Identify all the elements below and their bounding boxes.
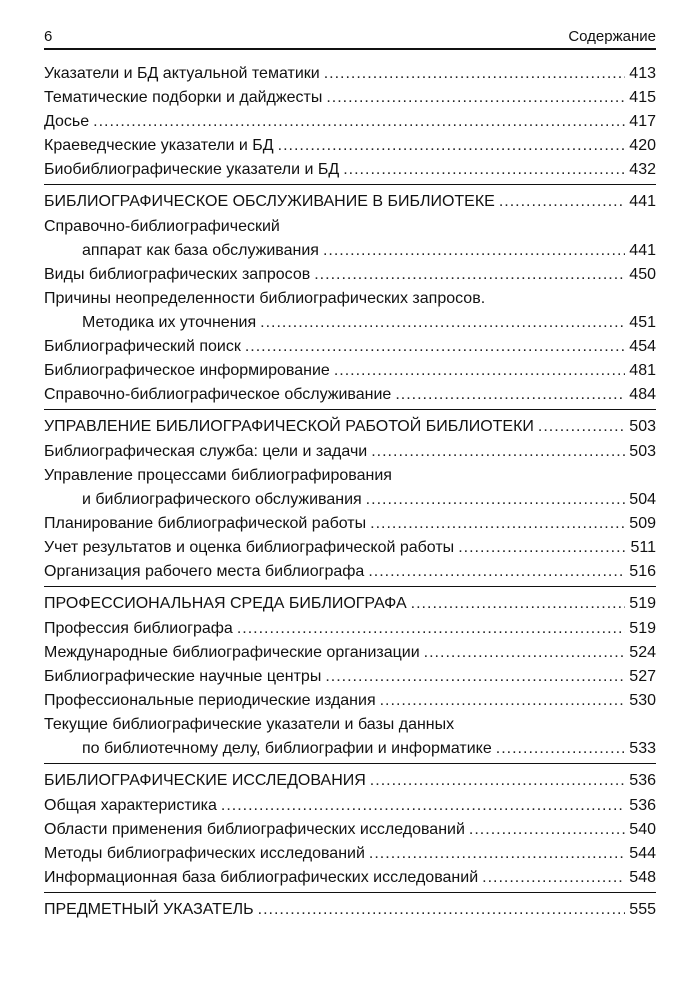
toc-entry[interactable] bbox=[44, 440, 656, 464]
leader-dots bbox=[369, 842, 625, 866]
leader-dots bbox=[334, 359, 625, 383]
toc-entry[interactable] bbox=[44, 110, 656, 134]
page-ref: 481 bbox=[629, 362, 656, 379]
entry-title: Библиографическое информирование bbox=[44, 362, 330, 379]
toc-entry[interactable] bbox=[44, 560, 656, 584]
toc-entry[interactable] bbox=[44, 86, 656, 110]
entry-title: Биобиблиографические указатели и БД bbox=[44, 161, 340, 178]
toc-entry[interactable] bbox=[44, 62, 656, 86]
toc-entry[interactable] bbox=[44, 536, 656, 560]
toc-entry[interactable] bbox=[44, 383, 656, 407]
toc-entry[interactable] bbox=[44, 689, 656, 713]
toc-entry[interactable] bbox=[44, 641, 656, 665]
page-ref: 519 bbox=[629, 620, 656, 637]
toc-chapter[interactable] bbox=[44, 189, 656, 215]
toc-entry[interactable] bbox=[44, 512, 656, 536]
entry-title: Справочно-библиографическое обслуживание bbox=[44, 386, 392, 403]
section-separator bbox=[44, 409, 656, 410]
entry-title: Информационная база библиографических исследований bbox=[44, 869, 479, 886]
leader-dots bbox=[482, 866, 625, 890]
leader-dots bbox=[371, 440, 625, 464]
leader-dots bbox=[326, 86, 625, 110]
entry-title: Международные библиографические организации bbox=[44, 644, 420, 661]
page-ref: 524 bbox=[629, 644, 656, 661]
leader-dots bbox=[324, 62, 626, 86]
page-ref: 536 bbox=[629, 797, 656, 814]
leader-dots bbox=[221, 794, 625, 818]
leader-dots bbox=[499, 189, 625, 215]
chapter-title: БИБЛИОГРАФИЧЕСКОЕ ОБСЛУЖИВАНИЕ В БИБЛИОТЕКЕ bbox=[44, 193, 495, 210]
leader-dots bbox=[245, 335, 625, 359]
page-ref: 417 bbox=[629, 113, 656, 130]
leader-dots bbox=[323, 239, 625, 263]
entry-title: Учет результатов и оценка библиографической работы bbox=[44, 539, 455, 556]
toc-entry[interactable] bbox=[44, 464, 656, 512]
section-separator bbox=[44, 184, 656, 185]
toc-entry[interactable] bbox=[44, 842, 656, 866]
page-ref: 504 bbox=[629, 491, 656, 508]
entry-title: Методы библиографических исследований bbox=[44, 845, 365, 862]
page-ref: 540 bbox=[629, 821, 656, 838]
entry-title: Досье bbox=[44, 113, 90, 130]
entry-title: Библиографический поиск bbox=[44, 338, 241, 355]
entry-title: по библиотечному делу, библиографии и информатике bbox=[82, 740, 492, 757]
entry-title: Организация рабочего места библиографа bbox=[44, 563, 365, 580]
page-ref: 509 bbox=[629, 515, 656, 532]
page-ref: 415 bbox=[629, 89, 656, 106]
toc-entry[interactable] bbox=[44, 215, 656, 263]
leader-dots bbox=[411, 591, 626, 617]
entry-title: Профессия библиографа bbox=[44, 620, 233, 637]
toc-chapter[interactable] bbox=[44, 591, 656, 617]
page-ref: 451 bbox=[629, 314, 656, 331]
leader-dots bbox=[260, 311, 625, 335]
toc-entry[interactable] bbox=[44, 287, 656, 335]
leader-dots bbox=[93, 110, 625, 134]
entry-title: Тематические подборки и дайджесты bbox=[44, 89, 323, 106]
entry-title: Области применения библиографических исследований bbox=[44, 821, 465, 838]
leader-dots bbox=[380, 689, 626, 713]
entry-title: Методика их уточнения bbox=[82, 314, 257, 331]
running-title: Содержание bbox=[568, 28, 656, 45]
entry-title-first-line: Управление процессами библиографирования bbox=[44, 467, 392, 484]
page-ref: 536 bbox=[629, 772, 656, 789]
entry-title: Планирование библиографической работы bbox=[44, 515, 367, 532]
entry-title: и библиографического обслуживания bbox=[82, 491, 362, 508]
leader-dots bbox=[278, 134, 626, 158]
page-number: 6 bbox=[44, 28, 53, 45]
leader-dots bbox=[366, 488, 626, 512]
chapter-title: ПРЕДМЕТНЫЙ УКАЗАТЕЛЬ bbox=[44, 901, 254, 918]
page-ref: 454 bbox=[629, 338, 656, 355]
page-ref: 548 bbox=[629, 869, 656, 886]
page-ref: 519 bbox=[629, 595, 656, 612]
section-separator bbox=[44, 586, 656, 587]
toc-entry[interactable] bbox=[44, 263, 656, 287]
entry-title: аппарат как база обслуживания bbox=[82, 242, 319, 259]
toc-entry[interactable] bbox=[44, 665, 656, 689]
leader-dots bbox=[424, 641, 626, 665]
entry-title: Виды библиографических запросов bbox=[44, 266, 311, 283]
page-ref: 441 bbox=[629, 242, 656, 259]
page-ref: 441 bbox=[629, 193, 656, 210]
page-ref: 432 bbox=[629, 161, 656, 178]
leader-dots bbox=[258, 897, 626, 923]
page-ref: 511 bbox=[630, 539, 656, 556]
toc-entry[interactable] bbox=[44, 158, 656, 182]
page-ref: 420 bbox=[629, 137, 656, 154]
page-ref: 413 bbox=[629, 65, 656, 82]
section-separator bbox=[44, 892, 656, 893]
entry-title: Библиографическая служба: цели и задачи bbox=[44, 443, 368, 460]
entry-title: Общая характеристика bbox=[44, 797, 217, 814]
toc-entry[interactable] bbox=[44, 134, 656, 158]
leader-dots bbox=[368, 560, 625, 584]
page-ref: 516 bbox=[629, 563, 656, 580]
leader-dots bbox=[496, 737, 626, 761]
toc-entry[interactable] bbox=[44, 335, 656, 359]
leader-dots bbox=[370, 512, 625, 536]
leader-dots bbox=[314, 263, 625, 287]
table-of-contents bbox=[44, 62, 656, 923]
entry-title: Профессиональные периодические издания bbox=[44, 692, 376, 709]
page-ref: 555 bbox=[629, 901, 656, 918]
leader-dots bbox=[237, 617, 625, 641]
page-ref: 503 bbox=[629, 418, 656, 435]
toc-entry[interactable] bbox=[44, 866, 656, 890]
leader-dots bbox=[325, 665, 625, 689]
page-ref: 527 bbox=[629, 668, 656, 685]
leader-dots bbox=[458, 536, 626, 560]
toc-chapter[interactable] bbox=[44, 414, 656, 440]
toc-entry[interactable] bbox=[44, 359, 656, 383]
chapter-title: БИБЛИОГРАФИЧЕСКИЕ ИССЛЕДОВАНИЯ bbox=[44, 772, 366, 789]
page-ref: 450 bbox=[629, 266, 656, 283]
leader-dots bbox=[395, 383, 625, 407]
entry-title: Краеведческие указатели и БД bbox=[44, 137, 274, 154]
chapter-title: УПРАВЛЕНИЕ БИБЛИОГРАФИЧЕСКОЙ РАБОТОЙ БИБЛИОТЕКИ bbox=[44, 418, 534, 435]
page-ref: 533 bbox=[629, 740, 656, 757]
entry-title-first-line: Справочно-библиографический bbox=[44, 218, 280, 235]
toc-chapter[interactable] bbox=[44, 768, 656, 794]
entry-title-first-line: Текущие библиографические указатели и базы данных bbox=[44, 716, 455, 733]
section-separator bbox=[44, 763, 656, 764]
chapter-title: ПРОФЕССИОНАЛЬНАЯ СРЕДА БИБЛИОГРАФА bbox=[44, 595, 407, 612]
toc-entry[interactable] bbox=[44, 818, 656, 842]
entry-title: Библиографические научные центры bbox=[44, 668, 322, 685]
leader-dots bbox=[370, 768, 626, 794]
page-ref: 530 bbox=[629, 692, 656, 709]
page-ref: 484 bbox=[629, 386, 656, 403]
toc-entry[interactable] bbox=[44, 794, 656, 818]
entry-title-first-line: Причины неопределенности библиографических запросов. bbox=[44, 290, 486, 307]
leader-dots bbox=[538, 414, 625, 440]
leader-dots bbox=[469, 818, 625, 842]
running-header bbox=[44, 22, 656, 50]
entry-title: Указатели и БД актуальной тематики bbox=[44, 65, 320, 82]
toc-chapter[interactable] bbox=[44, 897, 656, 923]
toc-entry[interactable] bbox=[44, 617, 656, 641]
toc-entry[interactable] bbox=[44, 713, 656, 761]
page-ref: 544 bbox=[629, 845, 656, 862]
leader-dots bbox=[343, 158, 625, 182]
page-ref: 503 bbox=[629, 443, 656, 460]
